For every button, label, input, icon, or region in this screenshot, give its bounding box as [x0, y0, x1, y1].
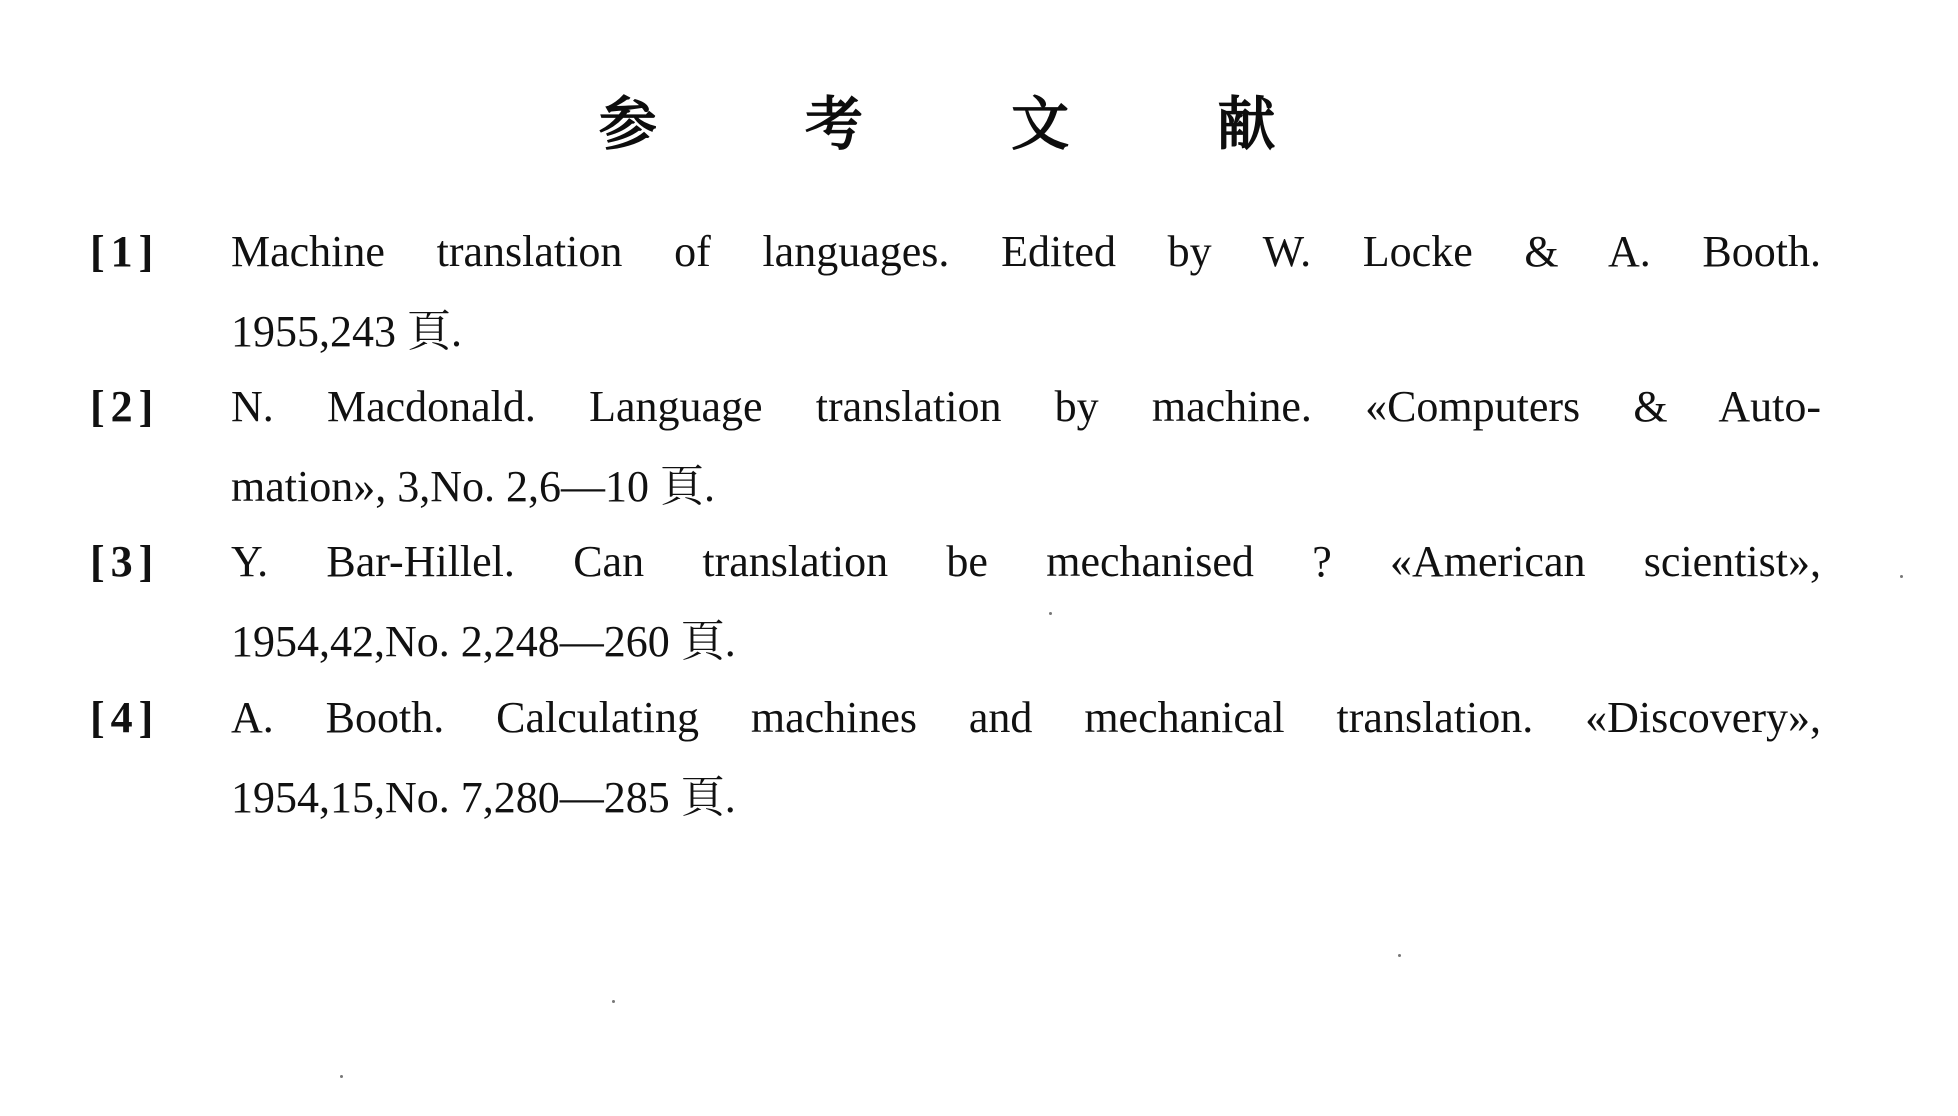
reference-line: N. Macdonald. Language translation by machine. «Computers & Auto-	[231, 382, 1821, 431]
reference-number: [4]	[90, 693, 160, 742]
reference-item	[90, 522, 1820, 682]
reference-item	[90, 212, 1820, 372]
reference-text	[231, 678, 1821, 838]
reference-number: [1]	[90, 227, 160, 276]
scan-speck	[1049, 612, 1052, 615]
page-title: 参 考 文 献	[598, 90, 1340, 158]
scan-speck	[340, 1075, 343, 1078]
reference-line: Machine translation of languages. Edited by W. Locke & A. Booth.	[231, 227, 1821, 276]
reference-number: [2]	[90, 382, 160, 431]
reference-line: A. Booth. Calculating machines and mechanical translation. «Discovery»,	[231, 693, 1821, 742]
reference-line: 1955,243 頁.	[231, 307, 462, 356]
reference-line: mation», 3,No. 2,6—10 頁.	[231, 462, 715, 511]
reference-text	[231, 522, 1821, 682]
reference-item	[90, 367, 1820, 527]
reference-item	[90, 678, 1820, 838]
scan-speck	[612, 1000, 615, 1003]
reference-number: [3]	[90, 537, 160, 586]
reference-text	[231, 212, 1821, 372]
scan-speck	[1900, 575, 1903, 578]
reference-line: 1954,42,No. 2,248—260 頁.	[231, 617, 736, 666]
reference-line: 1954,15,No. 7,280—285 頁.	[231, 773, 736, 822]
reference-text	[231, 367, 1821, 527]
reference-line: Y. Bar-Hillel. Can translation be mechanised ? «American scientist»,	[231, 537, 1821, 586]
scan-speck	[1398, 954, 1401, 957]
